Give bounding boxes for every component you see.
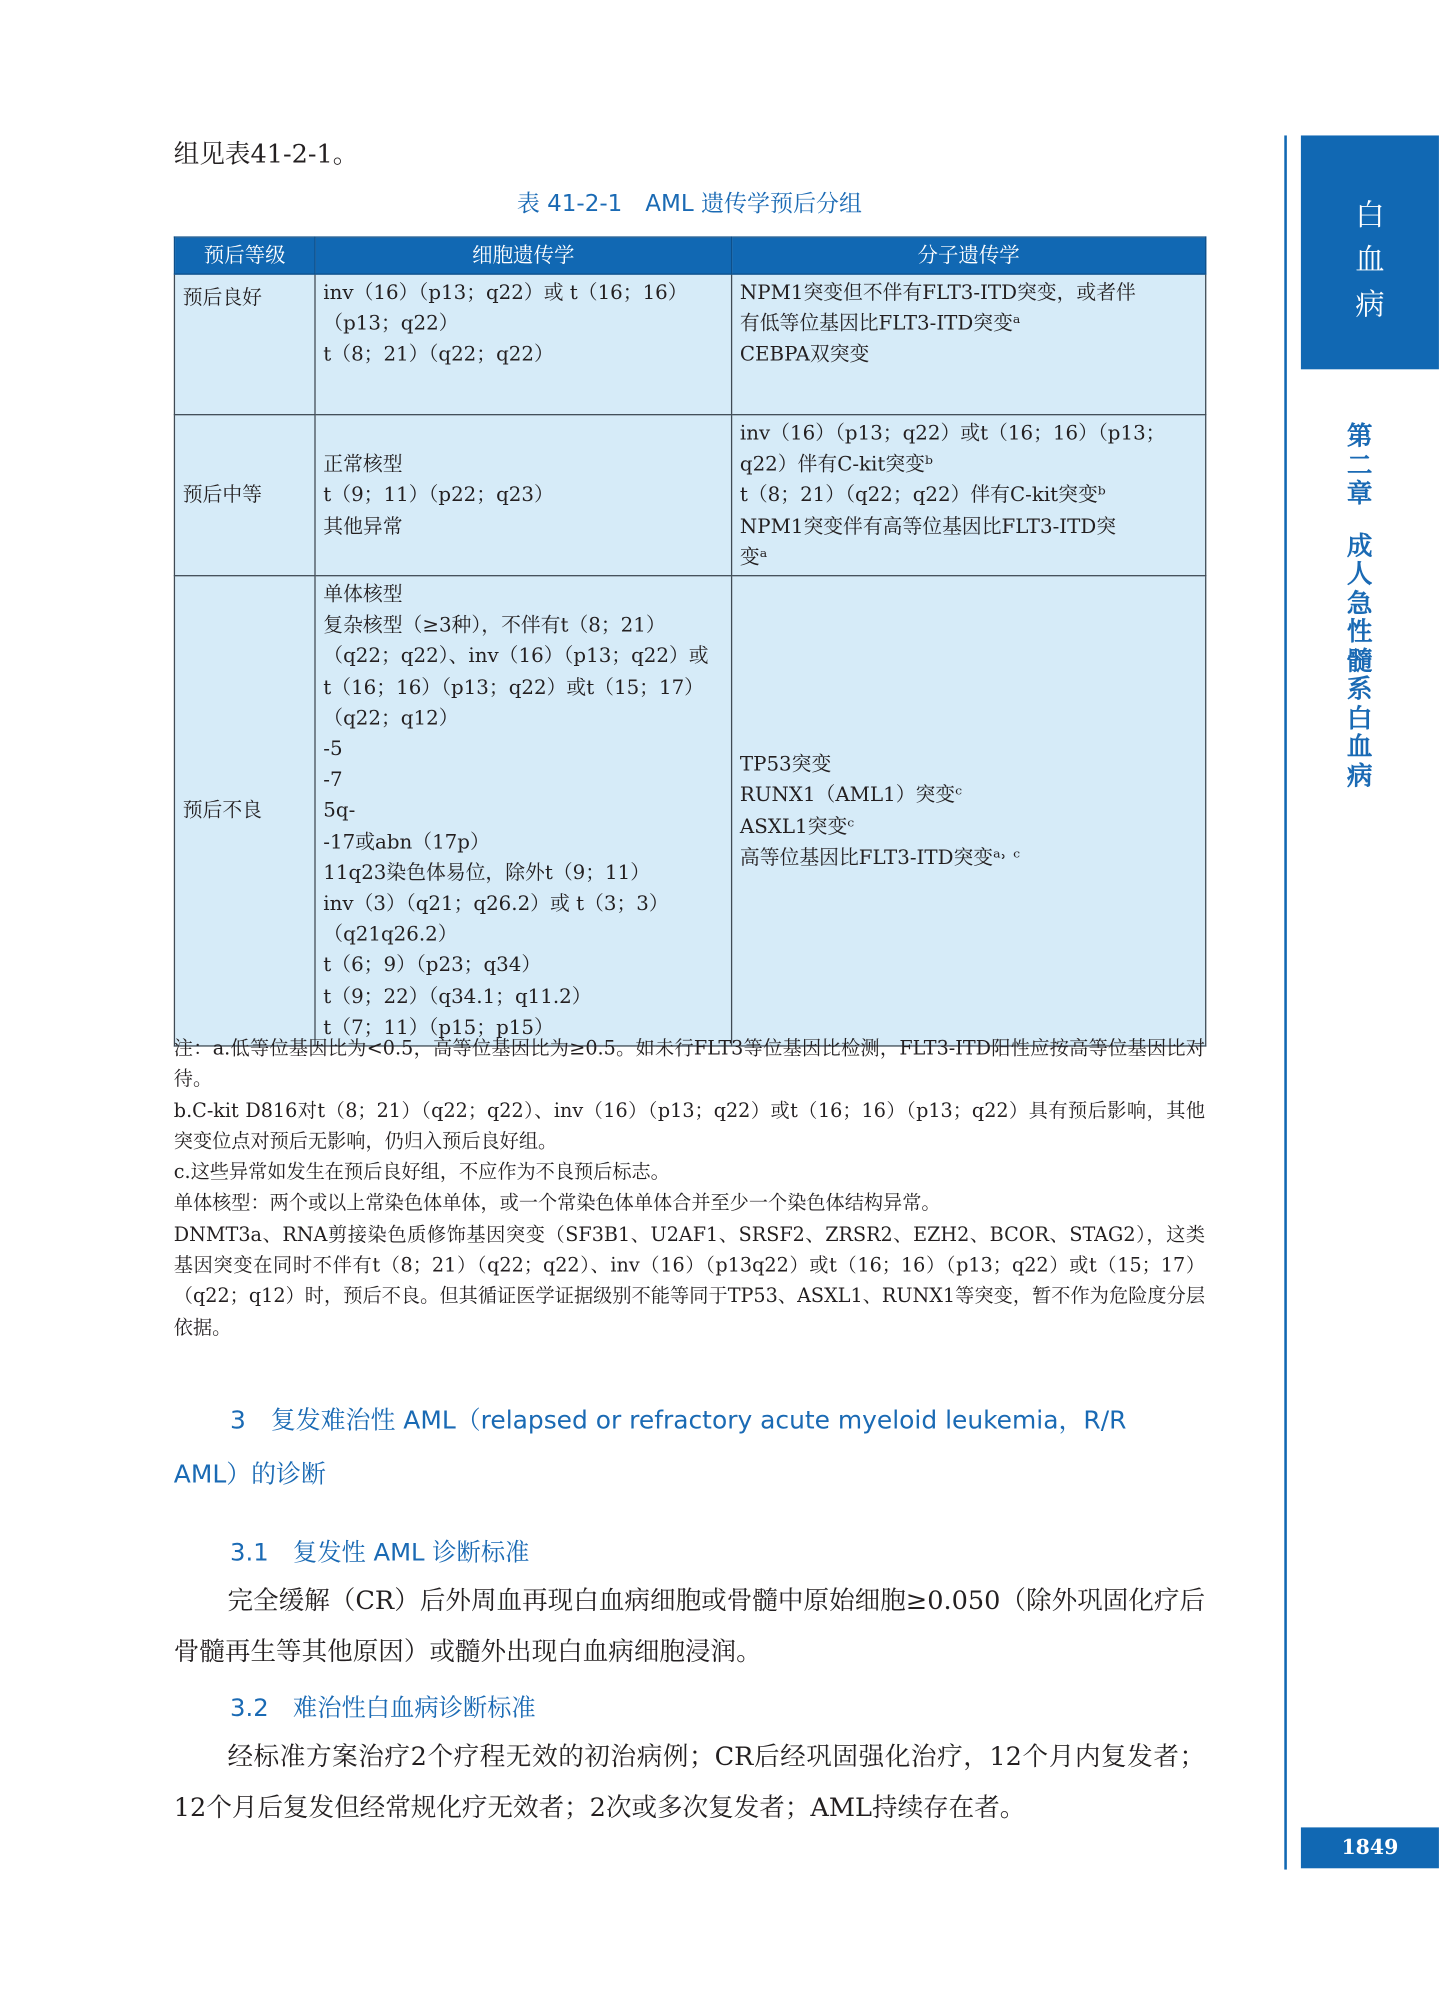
mol-line: NPM1突变伴有高等位基因比FLT3-ITD突 [739,514,1117,538]
mol-line: t（8；21）（q22；q22）伴有C-kit突变ᵇ [739,483,1106,507]
section-3-1-text: 完全缓解（CR）后外周血再现白血病细胞或骨髓中原始细胞≥0.050（除外巩固化疗后骨髓再生等其他原因）或髓外出现白血病细胞浸润。 [173,1584,1206,1667]
mol-line: TP53突变 [739,752,832,776]
table-row-adverse [174,576,1205,1046]
side-char: 血 [1346,730,1373,762]
cyto-line: 复杂核型（≥3种），不伴有t（8；21） [323,613,666,637]
side-chapter-title [1329,422,1390,790]
mol-line: CEBPA双突变 [739,342,870,366]
table-notes [174,1033,1205,1343]
row-molecular [732,576,1206,1046]
cyto-line: 5q- [323,799,356,823]
chapter-tab [1301,135,1439,369]
row-cytogenetics [315,415,732,576]
side-char: 急 [1346,587,1373,618]
note-a: 注：a.低等位基因比为<0.5，高等位基因比为≥0.5。如未行FLT3等位基因比检测，FLT3-ITD阳性应按高等位基因比对待。 [173,1036,1206,1091]
mol-line: 有低等位基因比FLT3-ITD突变ᵃ [739,312,1021,336]
row-level: 预后良好 [174,274,315,415]
side-char: 二 [1346,449,1373,480]
side-char: 人 [1346,558,1373,590]
cyto-line: t（9；22）（q34.1；q11.2） [323,984,592,1008]
side-char: 髓 [1346,644,1373,676]
mol-line: q22）伴有C-kit突变ᵇ [739,452,933,476]
side-char: 章 [1346,477,1373,509]
table-header-row [174,237,1205,274]
header-molecular: 分子遗传学 [732,237,1206,274]
chapter-char: 白 [1355,199,1385,233]
cyto-line: （q22；q22）、inv（16）（p13；q22）或 [323,644,709,668]
cyto-line: t（9；11）（p22；q23） [323,483,554,507]
side-char: 成 [1346,529,1373,561]
row-molecular [732,415,1206,576]
note-c: c.这些异常如发生在预后良好组，不应作为不良预后标志。 [173,1160,670,1184]
cyto-line: 单体核型 [323,582,403,606]
row-level: 预后不良 [174,576,315,1046]
section-3-heading: 3 复发难治性 AML（relapsed or refractory acute myeloid leukemia，R/R [230,1405,1127,1436]
cyto-line: t（16；16）（p13；q22）或t（15；17） [323,675,705,699]
mol-line: ASXL1突变ᶜ [739,814,855,838]
note-monosomal: 单体核型：两个或以上常染色体单体，或一个常染色体单体合并至少一个染色体结构异常。 [173,1191,941,1215]
section-3-1-heading: 3.1 复发性 AML 诊断标准 [230,1538,530,1567]
cyto-line: 11q23染色体易位，除外t（9；11） [323,861,651,885]
chapter-char: 血 [1355,244,1385,278]
row-cytogenetics [315,274,732,415]
side-char: 病 [1346,759,1373,791]
cyto-line: t（7；11）（p15；p15） [323,1015,554,1039]
row-level: 预后中等 [174,415,315,576]
table-row-favorable [174,274,1205,415]
side-char: 第 [1346,420,1373,452]
chapter-char: 病 [1355,288,1385,323]
cyto-line: （p13；q22） [323,312,459,336]
side-char: 系 [1346,673,1373,705]
section-3-2-body [174,1730,1205,1832]
table-caption: 表 41-2-1 AML 遗传学预后分组 [516,190,863,218]
row-cytogenetics [315,576,732,1046]
section-3-heading-cont: AML）的诊断 [173,1459,326,1489]
cyto-line: -17或abn（17p） [323,830,490,854]
cyto-line: （q22；q12） [323,706,459,730]
header-cytogenetics: 细胞遗传学 [315,237,732,274]
mol-line: NPM1突变但不伴有FLT3-ITD突变，或者伴 [739,281,1136,305]
cyto-line: inv（3）（q21；q26.2）或 t（3；3） [323,892,669,916]
cyto-line: -5 [323,737,343,761]
cyto-line: t（8；21）（q22；q22） [323,342,554,366]
prognosis-table [174,236,1207,1046]
page-number: 1849 [1301,1827,1439,1868]
cyto-line: 其他异常 [323,514,403,538]
mol-line: inv（16）（p13；q22）或t（16；16）（p13； [739,421,1166,445]
mol-line: 变ᵃ [739,545,768,569]
header-level: 预后等级 [174,237,315,274]
mol-line: RUNX1（AML1）突变ᶜ [739,783,962,807]
note-dnmt3a: DNMT3a、RNA剪接染色质修饰基因突变（SF3B1、U2AF1、SRSF2、ZRSR2、EZH2、BCOR、STAG2），这类基因突变在同时不伴有t（8；21）（q22；q22）、inv（16）（p13q22）或t（16；16）（p13；q22）或t（15；17）（q22；q12）时，预后不良。但其循证医学证据级别不能等同于TP53、ASXL1、RUNX1等突变，暂不作为危险度分层依据。 [173,1222,1206,1339]
margin-rule [1284,135,1287,1869]
table-row-intermediate [174,415,1205,576]
cyto-line: t（6；9）（p23；q34） [323,953,542,977]
side-char: 白 [1346,702,1373,733]
side-char: 性 [1346,615,1373,647]
cyto-line: inv（16）（p13；q22）或 t（16；16） [323,281,688,305]
section-3-1-body [174,1574,1205,1676]
note-b: b.C-kit D816对t（8；21）（q22；q22）、inv（16）（p13；q22）或t（16；16）（p13；q22）具有预后影响，其他突变位点对预后无影响，仍归入预后良好组。 [173,1098,1206,1153]
section-3-2-heading: 3.2 难治性白血病诊断标准 [230,1694,536,1723]
cyto-line: -7 [323,768,343,792]
mol-line: 高等位基因比FLT3-ITD突变ᵃ˒ ᶜ [739,845,1020,869]
section-3-2-text: 经标准方案治疗2个疗程无效的初治病例；CR后经巩固强化治疗，12个月内复发者；12个月后复发但经常规化疗无效者；2次或多次复发者；AML持续存在者。 [173,1740,1206,1823]
cyto-line: （q21q26.2） [323,922,458,946]
intro-text: 组见表41-2-1。 [173,138,359,169]
cyto-line: 正常核型 [323,452,403,476]
row-molecular [732,274,1206,415]
